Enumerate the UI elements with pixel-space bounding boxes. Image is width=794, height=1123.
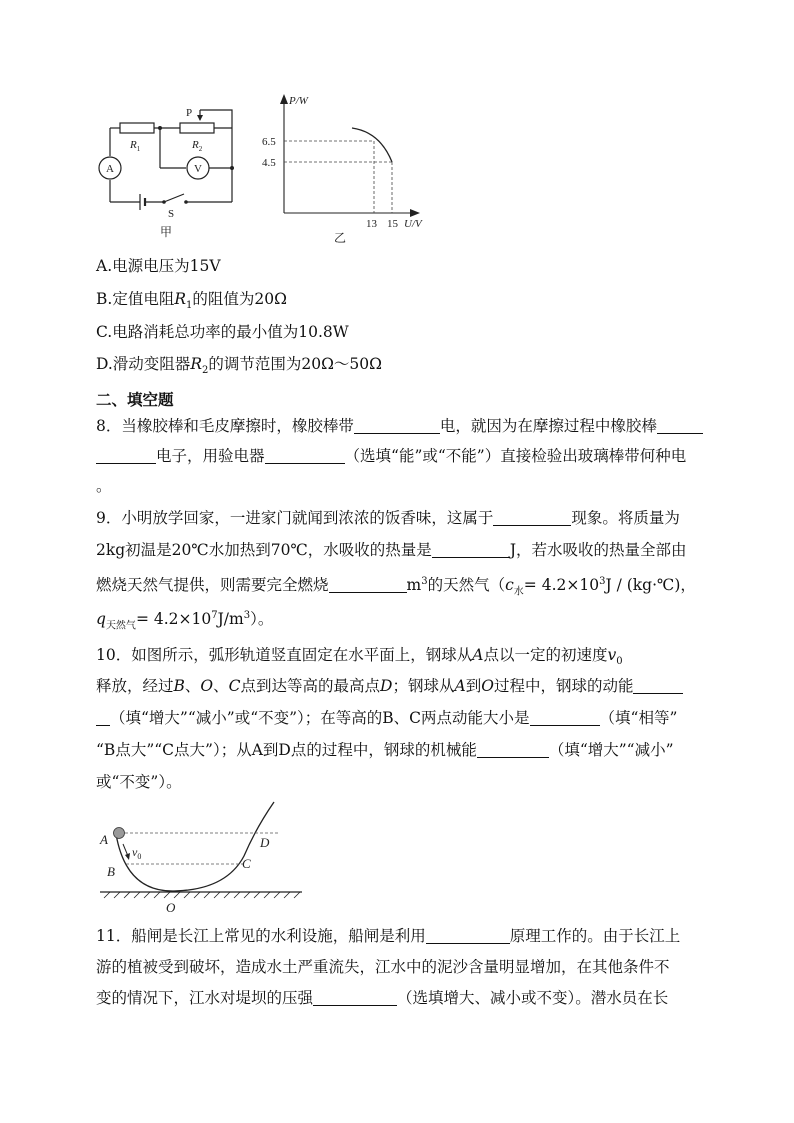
q8-blank-3[interactable] [265, 447, 345, 464]
q10-line-3: （填“增大”“减小”或“不变”）；在等高的B、C两点动能大小是 （填“相等” [96, 708, 677, 728]
point-o: O [166, 900, 176, 915]
y-tick-6.5: 6.5 [262, 136, 276, 148]
q8-line-1: 8．当橡胶棒和毛皮摩擦时，橡胶棒带 电，就因为在摩擦过程中橡胶棒 [96, 416, 703, 436]
x-axis-label: U/V [404, 218, 422, 230]
q8-blank-2[interactable] [657, 417, 703, 434]
point-a: A [100, 832, 108, 847]
q9-line-1: 9．小明放学回家，一进家门就闻到浓浓的饭香味，这属于 现象。将质量为 [96, 509, 680, 527]
q11-line-2: 游的植被受到破坏，造成水土严重流失，江水中的泥沙含量明显增加，在其他条件不 [96, 958, 670, 976]
q11-blank-2[interactable] [313, 989, 397, 1006]
q9-line-4: $q_{天然气}= 4.2\times 10^7J/m^3$）。 [96, 610, 274, 632]
label-voltmeter: V [194, 163, 202, 175]
label-switch: S [168, 208, 175, 220]
point-b: B [107, 864, 115, 879]
q10-blank-3[interactable] [477, 741, 549, 758]
y-axis-label: P/W [289, 95, 308, 107]
q9-blank-1[interactable] [493, 509, 571, 526]
track-curve [116, 802, 274, 891]
x-tick-13: 13 [366, 218, 377, 230]
x-tick-15: 15 [387, 218, 398, 230]
point-d: D [260, 835, 270, 850]
graph-caption: 乙 [334, 231, 347, 243]
label-v0: $v_0$ [132, 845, 142, 861]
q9-blank-3[interactable] [329, 576, 407, 593]
q10-blank-1[interactable] [633, 677, 683, 694]
q11-line-1: 11．船闸是长江上常见的水利设施，船闸是利用 原理工作的。由于长江上 [96, 927, 681, 945]
q8-blank-1[interactable] [354, 417, 440, 434]
q9-line-3: 燃烧天然气提供，则需要完全燃烧 $m^3$的天然气（$c_水= 4.2\times 10^3J$ / (kg·℃)， [96, 576, 696, 598]
circuit-diagram [96, 100, 246, 240]
label-r2: $R_2$ [192, 139, 203, 153]
q11-line-3: 变的情况下，江水对堤坝的压强 （选填增大、减小或不变）。潜水员在长 [96, 989, 669, 1007]
option-b: B.定值电阻$R_1$的阻值为20Ω [96, 290, 287, 312]
q10-line-2: 释放，经过B、O、C点到达等高的最高点D；钢球从A到O过程中，钢球的动能 [96, 676, 683, 696]
power-curve [352, 128, 392, 162]
label-p: P [186, 107, 193, 119]
option-d: D.滑动变阻器$R_2$的调节范围为20Ω～50Ω [96, 355, 383, 377]
q9-blank-2[interactable] [432, 541, 510, 558]
q10-blank-2[interactable] [530, 709, 600, 726]
q10-line-1: 10．如图所示，弧形轨道竖直固定在水平面上，钢球从A点以一定的初速度$v_0$ [96, 646, 623, 668]
circuit-caption: 甲 [160, 225, 173, 239]
resistor-r2 [180, 123, 214, 133]
option-a: A.电源电压为15V [96, 257, 221, 275]
q9-line-2: 2kg初温是20℃水加热到70℃，水吸收的热量是 J，若水吸收的热量全部由 [96, 541, 687, 559]
q8-line-2: 电子，用验电器 （选填“能”或“不能”）直接检验出玻璃棒带何种电 [96, 446, 686, 466]
steel-ball [114, 828, 125, 839]
label-ammeter: A [106, 163, 114, 175]
q8-line-3: 。 [96, 477, 112, 495]
q10-line-4: “B点大”“C点大”）；从A到D点的过程中，钢球的机械能 （填“增大”“减小” [96, 741, 674, 759]
label-r1: $R_1$ [130, 139, 141, 153]
option-c: C.电路消耗总功率的最小值为10.8W [96, 323, 349, 341]
resistor-r1 [120, 123, 154, 133]
q10-line-5: 或“不变”）。 [96, 773, 182, 791]
q11-blank-1[interactable] [426, 927, 510, 944]
section-heading: 二、填空题 [96, 390, 174, 409]
y-tick-4.5: 4.5 [262, 157, 276, 169]
point-c: C [242, 856, 251, 871]
arc-track-diagram [96, 800, 311, 918]
power-voltage-graph [256, 88, 436, 243]
